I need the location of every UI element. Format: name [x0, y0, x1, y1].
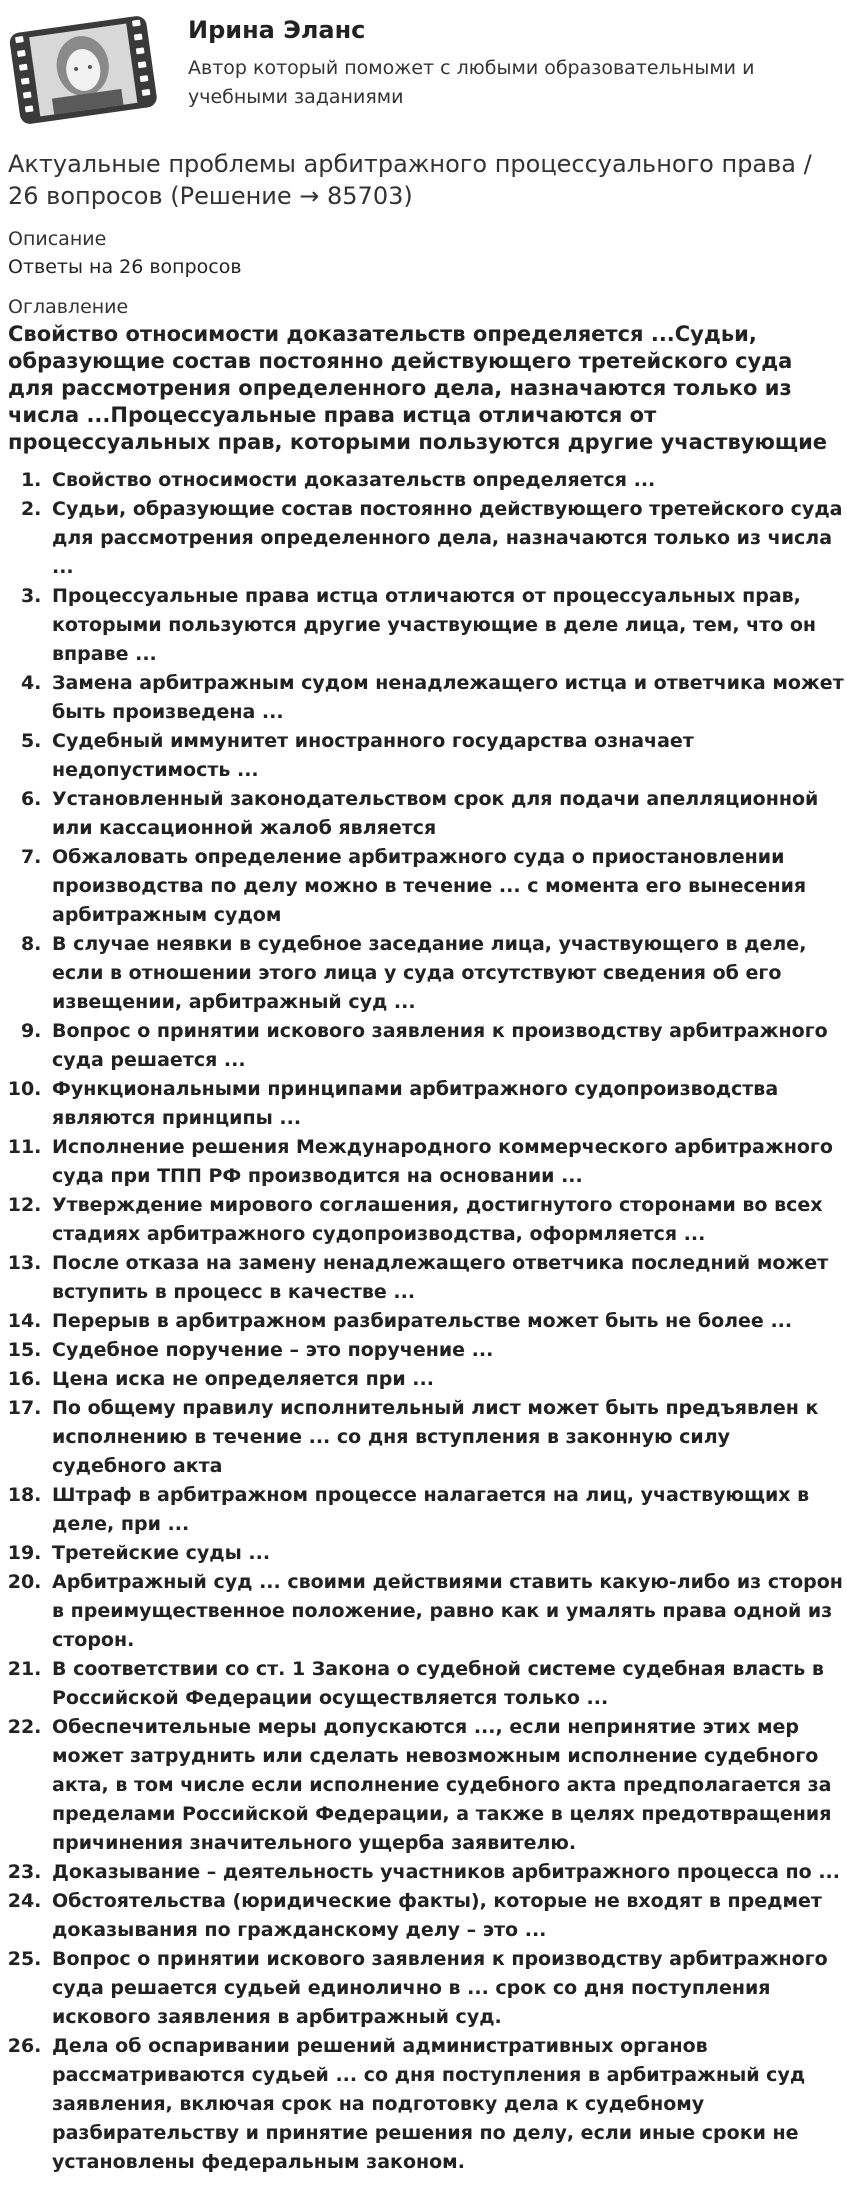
question-item: 15. Судебное поручение – это поручение ... — [48, 1336, 847, 1365]
question-item: 8. В случае неявки в судебное заседание лица, участвующего в деле, если в отношении этого лица у суда отсутствуют сведения об его извещении, арбитражный суд ... — [48, 930, 847, 1017]
author-name[interactable]: Ирина Эланс — [188, 16, 366, 44]
question-item: 21. В соответствии со ст. 1 Закона о судебной системе судебная власть в Российской Федерации осуществляется только ... — [48, 1655, 847, 1713]
question-item: 9. Вопрос о принятии искового заявления к производству арбитражного суда решается ... — [48, 1017, 847, 1075]
description-text: Ответы на 26 вопросов — [8, 256, 242, 278]
question-item: 2. Судьи, образующие состав постоянно действующего третейского суда для рассмотрения определенного дела, назначаются только из числа ... — [48, 495, 847, 582]
question-item: 20. Арбитражный суд ... своими действиями ставить какую-либо из сторон в преимущественное положение, равно как и умалять права одной из сторон. — [48, 1568, 847, 1655]
question-item: 12. Утверждение мирового соглашения, достигнутого сторонами во всех стадиях арбитражного судопроизводства, оформляется ... — [48, 1191, 847, 1249]
question-item: 18. Штраф в арбитражном процессе налагается на лиц, участвующих в деле, при ... — [48, 1481, 847, 1539]
toc-heading: Свойство относимости доказательств определяется ...Судьи, образующие состав постоянно действующего третейского суда для рассмотрения определенного дела, назначаются только из числа ...Процессуальные права истца отличаются от процессуальных прав, которыми пользуются другие участвующие — [8, 322, 828, 454]
question-item: 10. Функциональными принципами арбитражного судопроизводства являются принципы ... — [48, 1075, 847, 1133]
toc-label: Оглавление — [8, 296, 129, 318]
question-item: 14. Перерыв в арбитражном разбирательстве может быть не более ... — [48, 1307, 847, 1336]
question-item: 1. Свойство относимости доказательств определяется ... — [48, 466, 847, 495]
author-avatar[interactable] — [8, 8, 158, 128]
question-item: 25. Вопрос о принятии искового заявления к производству арбитражного суда решается судьей единолично в ... срок со дня поступления искового заявления в арбитражный суд. — [48, 1945, 847, 2032]
question-item: 7. Обжаловать определение арбитражного суда о приостановлении производства по делу можно в течение ... с момента его вынесения арбитражным судом — [48, 843, 847, 930]
question-item: 6. Установленный законодательством срок для подачи апелляционной или кассационной жалоб является — [48, 785, 847, 843]
question-item: 26. Дела об оспаривании решений административных органов рассматриваются судьей ... со дня поступления в арбитражный суд заявления, включая срок на подготовку дела к судебному разбирательству и принятие решения по делу, если иные сроки не установлены федеральным законом. — [48, 2032, 847, 2177]
question-item: 17. По общему правилу исполнительный лист может быть предъявлен к исполнению в течение ... со дня вступления в законную силу судебного акта — [48, 1394, 847, 1481]
question-item: 13. После отказа на замену ненадлежащего ответчика последний может вступить в процесс в качестве ... — [48, 1249, 847, 1307]
description-label: Описание — [8, 228, 107, 250]
avatar-image — [8, 8, 158, 128]
author-info — [188, 8, 788, 112]
page-title: Актуальные проблемы арбитражного процессуального права / 26 вопросов (Решение → 85703) — [8, 150, 812, 210]
question-item: 23. Доказывание – деятельность участников арбитражного процесса по ... — [48, 1858, 847, 1887]
question-item: 22. Обеспечительные меры допускаются ..., если непринятие этих мер может затруднить или сделать невозможным исполнение судебного акта, в том числе если исполнение судебного акта предполагается за пределами Российской Федерации, а также в целях предотвращения причинения значительного ущерба заявителю. — [48, 1713, 847, 1858]
question-item: 5. Судебный иммунитет иностранного государства означает недопустимость ... — [48, 727, 847, 785]
author-description: Автор который поможет с любыми образовательными и учебными заданиями — [188, 57, 755, 108]
question-item: 19. Третейские суды ... — [48, 1539, 847, 1568]
question-item: 3. Процессуальные права истца отличаются от процессуальных прав, которыми пользуются другие участвующие в деле лица, тем, что он вправе ... — [48, 582, 847, 669]
questions-list — [8, 466, 847, 2177]
question-item: 11. Исполнение решения Международного коммерческого арбитражного суда при ТПП РФ производится на основании ... — [48, 1133, 847, 1191]
author-block — [8, 0, 839, 128]
question-item: 24. Обстоятельства (юридические факты), которые не входят в предмет доказывания по гражданскому делу – это ... — [48, 1887, 847, 1945]
question-item: 16. Цена иска не определяется при ... — [48, 1365, 847, 1394]
question-item: 4. Замена арбитражным судом ненадлежащего истца и ответчика может быть произведена ... — [48, 669, 847, 727]
